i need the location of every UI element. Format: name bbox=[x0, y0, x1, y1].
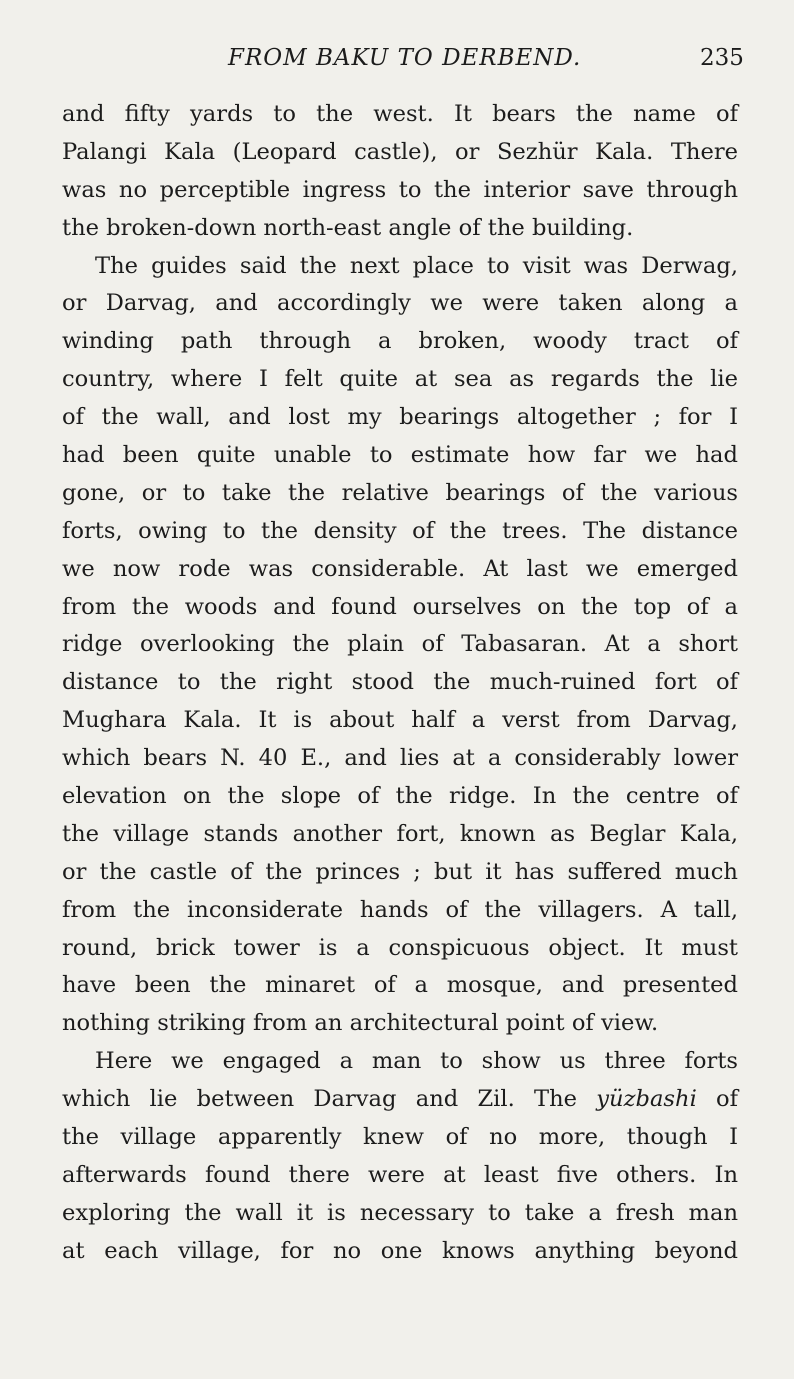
text-line: or Darvag, and accordingly we were taken along a bbox=[62, 290, 738, 317]
text-line: exploring the wall it is necessary to take a fresh man bbox=[62, 1199, 738, 1226]
text-line: country, where I felt quite at sea as regards the lie bbox=[62, 366, 738, 393]
text-line: the broken-down north-east angle of the building. bbox=[62, 214, 634, 241]
text-line: at each village, for no one knows anything beyond bbox=[62, 1237, 738, 1264]
text-line: Here we engaged a man to show us three forts bbox=[95, 1048, 738, 1075]
text-line: we now rode was considerable. At last we emerged bbox=[62, 555, 738, 582]
text-line: from the inconsiderate hands of the villagers. A tall, bbox=[62, 896, 738, 923]
text-line bbox=[62, 1081, 738, 1119]
text-line: nothing striking from an architectural point of view. bbox=[62, 1010, 659, 1037]
text-line: winding path through a broken, woody tract of bbox=[62, 328, 738, 355]
text-line: and fifty yards to the west. It bears the name of bbox=[62, 101, 738, 127]
text-line: or the castle of the princes ; but it has suffered much bbox=[62, 858, 738, 885]
text-line: gone, or to take the relative bearings of the various bbox=[62, 479, 738, 506]
text-line: from the woods and found ourselves on the top of a bbox=[62, 593, 738, 620]
text-line: of the wall, and lost my bearings altogether ; for I bbox=[62, 404, 738, 431]
italic-term: yüzbashi bbox=[596, 1086, 697, 1113]
running-head bbox=[0, 45, 794, 79]
text-line: distance to the right stood the much-ruined fort of bbox=[62, 669, 738, 696]
text-line: had been quite unable to estimate how far we had bbox=[62, 442, 738, 469]
text-line: forts, owing to the density of the trees. The distance bbox=[62, 517, 738, 544]
text-line: ridge overlooking the plain of Tabasaran. At a short bbox=[62, 631, 738, 658]
page-number: 235 bbox=[700, 45, 744, 71]
text-line: The guides said the next place to visit was Derwag, bbox=[95, 252, 738, 279]
body-text bbox=[62, 96, 738, 1271]
text-line: Mughara Kala. It is about half a verst from Darvag, bbox=[62, 707, 738, 734]
text-line: elevation on the slope of the ridge. In the centre of bbox=[62, 783, 738, 810]
text-line: was no perceptible ingress to the interior save through bbox=[62, 176, 738, 203]
text-line: round, brick tower is a conspicuous object. It must bbox=[62, 934, 738, 961]
text-run: which lie between Darvag and Zil. The bbox=[62, 1086, 597, 1113]
text-line: the village apparently knew of no more, though I bbox=[62, 1124, 738, 1151]
text-line: afterwards found there were at least five others. In bbox=[62, 1161, 738, 1188]
text-line: Palangi Kala (Leopard castle), or Sezhür Kala. There bbox=[62, 138, 738, 165]
running-title: FROM BAKU TO DERBEND. bbox=[228, 45, 582, 71]
text-line: the village stands another fort, known as Beglar Kala, bbox=[62, 820, 738, 847]
text-run: of bbox=[696, 1086, 739, 1113]
text-line: have been the minaret of a mosque, and presented bbox=[62, 972, 738, 999]
text-line: which bears N. 40 E., and lies at a considerably lower bbox=[62, 745, 738, 772]
